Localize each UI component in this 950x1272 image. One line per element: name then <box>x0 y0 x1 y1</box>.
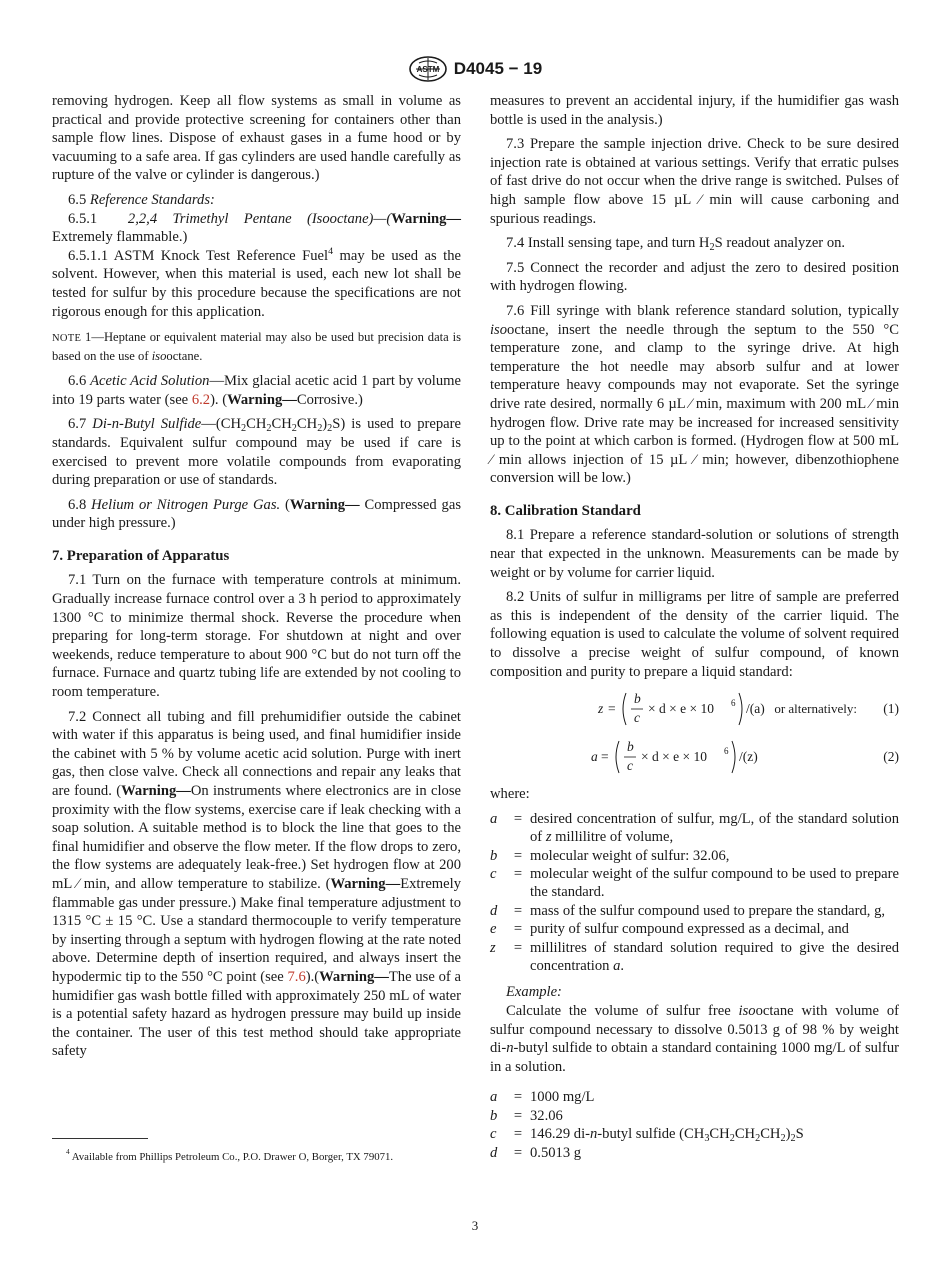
svg-text:b: b <box>627 739 634 755</box>
footnote-divider <box>52 1138 148 1139</box>
section-6-8: 6.8 Helium or Nitrogen Purge Gas. (Warning— Compressed gas under high pressure.) <box>52 496 461 532</box>
value-row: d = 0.5013 g <box>490 1144 582 1161</box>
section-6-5-1: 6.5.1 2,2,4 Trimethyl Pentane (Isooctane)—(Warning— Extremely flammable.) <box>52 210 462 246</box>
section-6-5: 6.5 Reference Standards: <box>68 191 215 208</box>
equation-1 <box>490 687 899 731</box>
equation-2-formula <box>591 735 761 779</box>
page-header <box>0 54 950 84</box>
svg-text:c: c <box>634 710 641 726</box>
section-7-heading: 7. Preparation of Apparatus <box>52 547 230 564</box>
section-7-6: 7.6 Fill syringe with blank reference standard solution, typically isooctane, insert the needle through the septum to the 550 °C temperature zone, and clamp to the syringe drive. At high temperature the hot needle may absorb sulfur and at lower temperature heavy compounds may not evaporate. Set the syringe drive rate desired, normally 6 µL ⁄ min, maximum with 200 mL ⁄ min hydrogen flow. Drive rate may be increased for increased sensitivity up to the point at which carbon is formed. (Hydrogen flow at 500 mL ⁄ min allows injection of 15 µL ⁄ min; however, dibenzothiophene conversion will be low.) <box>490 302 899 487</box>
svg-text:=: = <box>608 701 616 717</box>
equation-2-number: (2) <box>883 748 899 764</box>
section-7-4: 7.4 Install sensing tape, and turn $H_2S$ readout analyzer on. <box>506 235 846 254</box>
equation-1-formula <box>598 687 768 731</box>
svg-text:× d × e × 10: × d × e × 10 <box>648 701 715 717</box>
svg-text:6: 6 <box>724 746 729 757</box>
definition-row: c = molecular weight of the sulfur compound to be used to prepare the standard. <box>490 866 899 901</box>
left-column <box>52 92 461 1067</box>
footnote-4: $^4$ Available from Phillips Petroleum Co., P.O. Drawer O, Borger, TX 79071. <box>66 1147 394 1163</box>
continued-paragraph-right: measures to prevent an accidental injury, if the humidifier gas wash bottle is used in the analysis.) <box>490 93 899 128</box>
section-7-5: 7.5 Connect the recorder and adjust the zero to desired position with hydrogen flowing. <box>490 259 899 295</box>
svg-text:=: = <box>601 749 609 765</box>
definition-row: a = desired concentration of sulfur, mg/L, of the standard solution of z millilitre of volume, <box>490 810 899 846</box>
astm-logo-icon <box>408 55 448 83</box>
svg-text:b: b <box>634 691 642 707</box>
definition-row: z = millilitres of standard solution required to give the desired concentration a. <box>490 939 899 975</box>
equation-2 <box>490 735 899 779</box>
svg-text:c: c <box>627 758 633 774</box>
variable-definitions <box>490 810 899 976</box>
section-8-1: 8.1 Prepare a reference standard-solution or solutions of strength near that expected in the unknown. Measurements can be made by weight or by volume for carrier liquid. <box>490 527 899 581</box>
continued-paragraph: removing hydrogen. Keep all flow systems as small in volume as practical and provide protective screening for containers other than sample flow lines. Dispose of exhaust gases in a fume hood or by vacuuming to a safe area. If gas cylinders are used handle carefully as rupture of the valve or cylinder is dangerous.) <box>52 93 461 184</box>
value-row: c = 146.29 di-n-butyl sulfide $(CH_3CH_2CH_2CH_2)_2S$ <box>490 1126 804 1145</box>
svg-text:/(z): /(z) <box>739 749 758 765</box>
svg-text:a: a <box>591 749 598 765</box>
note-1: NOTE 1—Heptane or equivalent material may also be used but precision data is based on the use of isooctane. <box>52 330 461 363</box>
right-column <box>490 92 899 1170</box>
section-6-5-title: Reference Standards: <box>89 191 215 208</box>
section-8-heading: 8. Calibration Standard <box>490 502 641 519</box>
page-number: 3 <box>471 1218 479 1233</box>
section-6-7: 6.7 Di-n-Butyl $Sulfide—(CH_2CH_2CH_2CH_2)_2S$) is used to prepare standards. Equivalent sulfur compound may be used if care is exercised to prevent more volatile compounds from evaporating during preparation or use of standards. <box>52 416 461 489</box>
svg-text:z: z <box>598 701 604 717</box>
where-label: where: <box>490 786 530 803</box>
section-7-6-link[interactable]: 7.6 <box>287 968 306 985</box>
section-8-2: 8.2 Units of sulfur in milligrams per litre of sample are preferred as this is independent of the density of the carrier liquid. The following equation is used to calculate the volume of solvent required to dissolve a precise weight of sulfur compound, of known composition and purity to prepare a liquid standard: <box>490 589 899 680</box>
example-label: Example: <box>506 984 562 1001</box>
example-text: Calculate the volume of sulfur free isooctane with volume of sulfur compound necessary to dissolve 0.5013 g of 98 % by weight di-n-butyl sulfide to obtain a standard containing 1000 mg/L of sulfur in a solution. <box>490 1003 899 1075</box>
section-6-5-1-1: 6.5.1.1 ASTM Knock Test Reference Fuel$^4$ may be used as the solvent. However, when this material is used, each new lot shall be tested for sulfur by this procedure because the specifications are not rigorous enough for this application. <box>52 245 461 320</box>
equation-1-number: (1) <box>883 700 899 716</box>
equation-1-note: or alternatively: <box>774 700 857 716</box>
definition-row: d = mass of the sulfur compound used to prepare the standard, g, <box>490 902 886 919</box>
section-7-3: 7.3 Prepare the sample injection drive. Check to be sure desired injection rate is obtained at various settings. Verify that erratic pulses of fast drive do not occur when the drive range is switched. Pulses of high sample flow above 15 µL ⁄ min will cause carboning and spurious readings. <box>490 136 899 227</box>
svg-text:/(a): /(a) <box>746 701 766 717</box>
section-7-1: 7.1 Turn on the furnace with temperature controls at minimum. Gradually increase furnace control over a 3 h period to approximately 1300 °C to minimize thermal shock. Reverse the procedure when preparing for long-term storage. For shutdown at night and over weekends, reduce temperature to about 900 °C but do not turn off the furnace. Furnace and quartz tubing life are extended by not cooling to room temperature. <box>52 572 461 701</box>
value-row: b = 32.06 <box>490 1107 563 1124</box>
section-7-2: 7.2 Connect all tubing and fill prehumidifier outside the cabinet with water if this apparatus is being used, and final humidifier inside the cabinet with 5 % by volume acetic acid solution. Purge with inert gas, then close valve. Check all connections and repair any leaks that are found. (Warning—On instruments where electronics are in close proximity with the flow systems, exercise care if leak checking with a soap solution. A suitable method is to block the line that goes to the final humidifier and observe the flow meter. If the flow drops to zero, the flow systems are adequately leak-free.) Set hydrogen flow at 200 mL ⁄ min, and allow temperature to stabilize. (Warning—Extremely flammable gas under pressure.) Make final temperature adjustment to 1315 °C ± 15 °C. Use a standard thermocouple to verify temperature by inserting through a septum with hydrogen flowing at the rate noted above. Determine depth of insertion required, and always insert the hypodermic tip to the 550 °C point (see 7.6).(Warning—The use of a humidifier gas wash bottle filled with approximately 250 mL of water is a potential safety hazard as hydrogen pressure may build up inside the container. The user of this test method should take appropriate safety <box>52 708 461 1060</box>
footnote-ref: 4 <box>328 245 334 257</box>
document-designation: D4045 − 19 <box>453 59 543 78</box>
section-6-2-link[interactable]: 6.2 <box>191 391 211 408</box>
definition-row: b = molecular weight of sulfur: 32.06, <box>490 847 730 864</box>
example-values <box>490 1088 899 1162</box>
definition-row: e = purity of sulfur compound expressed as a decimal, and <box>490 921 849 938</box>
logo-text: ASTM <box>416 65 440 74</box>
section-6-6: 6.6 Acetic Acid Solution—Mix glacial acetic acid 1 part by volume into 19 parts water (see 6.2). (Warning—Corrosive.) <box>52 373 461 408</box>
svg-text:6: 6 <box>731 698 736 709</box>
value-row: a = 1000 mg/L <box>490 1089 595 1106</box>
svg-text:× d × e × 10: × d × e × 10 <box>641 749 707 765</box>
